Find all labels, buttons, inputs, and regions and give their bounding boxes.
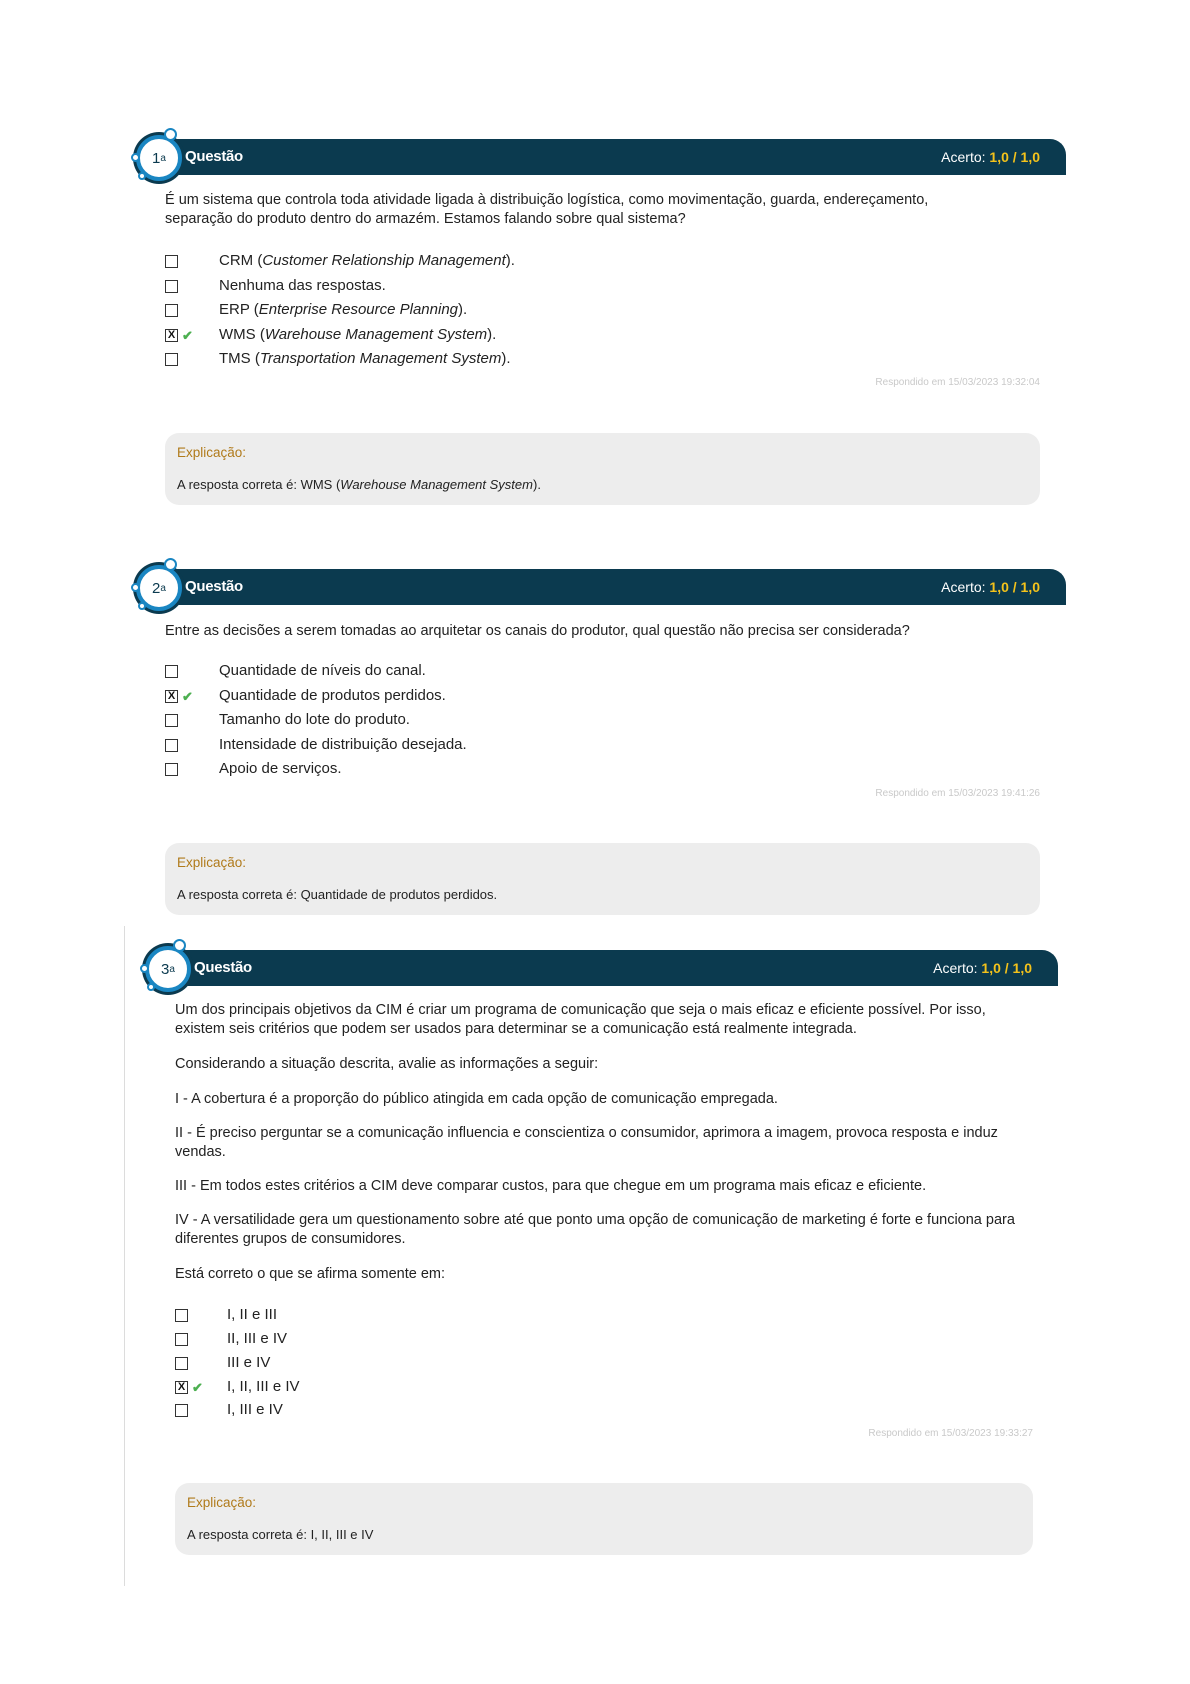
answered-timestamp: Respondido em 15/03/2023 19:32:04	[875, 377, 1040, 388]
option-checkbox[interactable]: X	[165, 690, 178, 703]
answer-option[interactable]	[165, 661, 765, 683]
option-checkbox[interactable]	[165, 353, 178, 366]
question-title: Questão	[194, 959, 252, 976]
option-text: II, III e IV	[227, 1330, 288, 1347]
answer-option[interactable]	[165, 276, 765, 298]
question-paragraph: I - A cobertura é a proporção do público atingida em cada opção de comunicação empregada.	[175, 1091, 778, 1107]
explanation-label: Explicação:	[187, 1495, 257, 1510]
answer-option[interactable]	[165, 251, 765, 273]
question-paragraph: IV - A versatilidade gera um questionamento sobre até que ponto uma opção de comunicação de marketing é forte e funciona para diferentes grupos de consumidores.	[175, 1212, 1015, 1247]
option-checkbox[interactable]: X	[165, 329, 178, 342]
question-paragraph: II - É preciso perguntar se a comunicação influencia e conscientiza o consumidor, aprimora a imagem, provoca resposta e induz vendas.	[175, 1125, 998, 1160]
question-number-badge: 3 a	[145, 946, 191, 992]
bubble-icon	[138, 172, 146, 180]
question-number-badge: 1 a	[136, 135, 182, 181]
option-text: Intensidade de distribuição desejada.	[219, 736, 467, 753]
option-checkbox[interactable]	[165, 763, 178, 776]
question-header	[160, 950, 1058, 986]
option-checkbox[interactable]	[165, 739, 178, 752]
answer-option[interactable]	[165, 759, 765, 781]
divider	[124, 926, 125, 1586]
question-header	[150, 139, 1066, 175]
answer-option[interactable]	[165, 686, 765, 708]
explanation-text: A resposta correta é: WMS (Warehouse Management System).	[177, 477, 541, 492]
option-text: I, II e III	[227, 1306, 278, 1323]
option-text: Quantidade de produtos perdidos.	[219, 687, 446, 704]
explanation-text: A resposta correta é: I, II, III e IV	[187, 1527, 374, 1542]
option-checkbox[interactable]	[165, 304, 178, 317]
question-header	[150, 569, 1066, 605]
option-checkbox[interactable]	[165, 255, 178, 268]
option-text: Tamanho do lote do produto.	[219, 711, 410, 728]
correct-check-icon: ✔	[192, 1380, 203, 1395]
bubble-icon	[140, 964, 149, 973]
explanation-text: A resposta correta é: Quantidade de produtos perdidos.	[177, 887, 498, 902]
option-text: I, III e IV	[227, 1401, 283, 1418]
answer-option[interactable]	[165, 300, 765, 322]
bubble-icon	[138, 602, 146, 610]
answer-option[interactable]	[165, 735, 765, 757]
bubble-icon	[173, 939, 186, 952]
answer-option[interactable]	[165, 710, 765, 732]
question-title: Questão	[185, 578, 243, 595]
bubble-icon	[164, 128, 177, 141]
answer-option[interactable]	[165, 325, 765, 347]
option-text: Quantidade de níveis do canal.	[219, 662, 426, 679]
option-checkbox[interactable]	[175, 1309, 188, 1322]
answer-option[interactable]	[165, 349, 765, 371]
question-paragraph: Está correto o que se afirma somente em:	[175, 1266, 445, 1282]
option-checkbox[interactable]	[175, 1404, 188, 1417]
acerto-score: Acerto: 1,0 / 1,0	[941, 579, 1040, 595]
option-text: TMS (Transportation Management System).	[219, 350, 511, 367]
option-checkbox[interactable]	[165, 280, 178, 293]
question-paragraph: Um dos principais objetivos da CIM é criar um programa de comunicação que seja o mais eficaz e eficiente possível. Por isso, existem seis critérios que podem ser usados para determinar se a comunicação está realmente integrada.	[175, 1002, 986, 1037]
acerto-score: Acerto: 1,0 / 1,0	[941, 149, 1040, 165]
question-statement: É um sistema que controla toda atividade ligada à distribuição logística, como movimentação, guarda, endereçamento, separação do produto dentro do armazém. Estamos falando sobre qual sistema?	[165, 192, 929, 227]
answer-option[interactable]	[175, 1329, 575, 1351]
answer-option[interactable]	[175, 1305, 575, 1327]
answer-option[interactable]	[175, 1353, 575, 1375]
answered-timestamp: Respondido em 15/03/2023 19:33:27	[868, 1428, 1033, 1439]
option-text: ERP (Enterprise Resource Planning).	[219, 301, 468, 318]
question-paragraph: Considerando a situação descrita, avalie as informações a seguir:	[175, 1056, 599, 1072]
option-checkbox[interactable]	[165, 714, 178, 727]
answered-timestamp: Respondido em 15/03/2023 19:41:26	[875, 788, 1040, 799]
explanation-label: Explicação:	[177, 855, 247, 870]
question-title: Questão	[185, 148, 243, 165]
correct-check-icon: ✔	[182, 689, 193, 704]
bubble-icon	[164, 558, 177, 571]
option-checkbox[interactable]	[165, 665, 178, 678]
option-text: CRM (Customer Relationship Management).	[219, 252, 515, 269]
option-text: III e IV	[227, 1354, 271, 1371]
acerto-score: Acerto: 1,0 / 1,0	[933, 960, 1032, 976]
explanation-box	[165, 433, 1040, 505]
answer-option[interactable]	[175, 1377, 575, 1399]
question-number-badge: 2 a	[136, 565, 182, 611]
explanation-label: Explicação:	[177, 445, 247, 460]
explanation-box	[165, 843, 1040, 915]
option-checkbox[interactable]: X	[175, 1381, 188, 1394]
question-paragraph: III - Em todos estes critérios a CIM deve comparar custos, para que chegue em um programa mais eficaz e eficiente.	[175, 1178, 927, 1194]
correct-check-icon: ✔	[182, 328, 193, 343]
bubble-icon	[147, 983, 155, 991]
option-text: Nenhuma das respostas.	[219, 277, 386, 294]
answer-option[interactable]	[175, 1400, 575, 1422]
bubble-icon	[131, 153, 140, 162]
explanation-box	[175, 1483, 1033, 1555]
option-checkbox[interactable]	[175, 1333, 188, 1346]
option-checkbox[interactable]	[175, 1357, 188, 1370]
option-text: WMS (Warehouse Management System).	[219, 326, 497, 343]
option-text: Apoio de serviços.	[219, 760, 342, 777]
bubble-icon	[131, 583, 140, 592]
option-text: I, II, III e IV	[227, 1378, 300, 1395]
question-statement: Entre as decisões a serem tomadas ao arquitetar os canais do produtor, qual questão não precisa ser considerada?	[165, 623, 910, 639]
